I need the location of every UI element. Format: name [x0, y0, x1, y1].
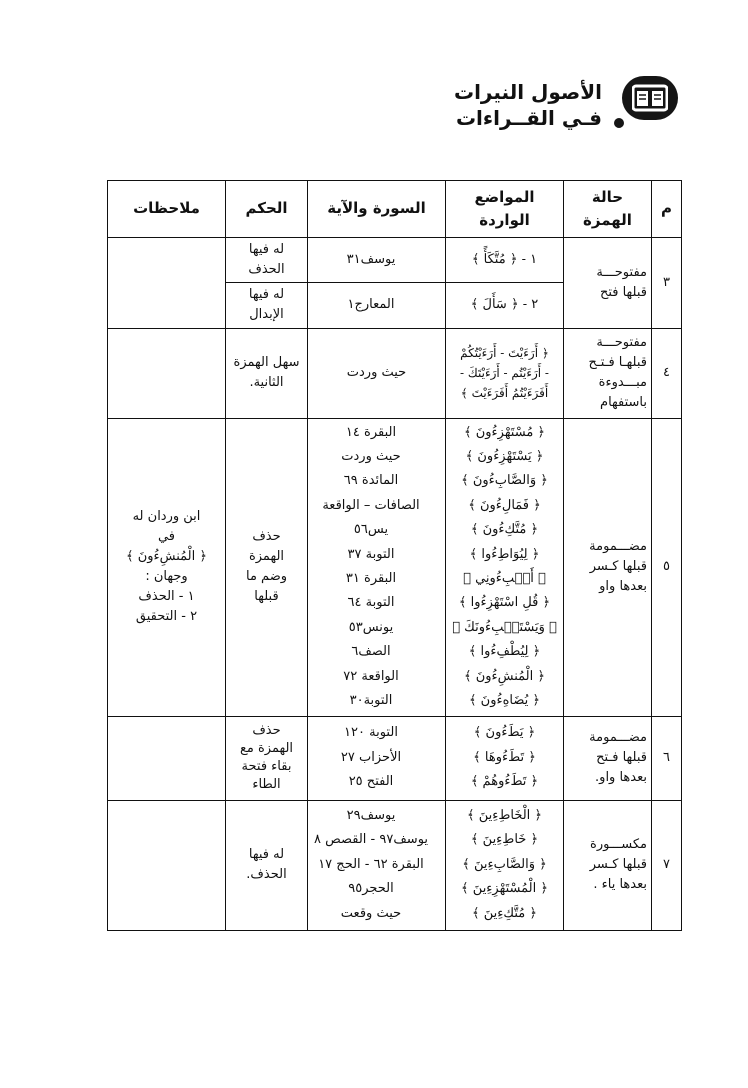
- quran-word: ﴿ أَرَءَيْتَ - أَرَءَيْتُكُمْ: [460, 346, 549, 361]
- row-number: ٣: [652, 238, 682, 329]
- ruling-line: سهل الهمزة: [233, 354, 300, 370]
- state-line: مكســـورة: [590, 836, 647, 852]
- table-row: [108, 800, 682, 930]
- quran-word: ﴿ وَالصَّابِءُونَ ﴾: [461, 473, 548, 489]
- state-line: باستفهام: [600, 395, 647, 411]
- sura-line: البقرة ١٤: [345, 424, 397, 440]
- state-line: قبلهـا فـتـح: [588, 354, 647, 370]
- quran-word: ﴿ وَالصَّابِءِينَ ﴾: [462, 856, 547, 872]
- page-header: [438, 76, 678, 136]
- ruling-cell: [226, 283, 308, 328]
- notes-cell: [108, 716, 226, 800]
- note-quran-word: ﴿ الْمُنشِءُونَ ﴾: [125, 548, 208, 564]
- readings-table: [107, 180, 682, 931]
- place-cell: ٢ - ﴿ سَأَلَ ﴾: [446, 283, 564, 328]
- quran-word: أَفَرَءَيْتُمُ أَفَرَءَيْتَ ﴾: [460, 386, 549, 401]
- quran-word: ﴿ الْخَاطِءِينَ ﴾: [466, 808, 543, 824]
- quran-word: ﴿ تَطَءُوهَا ﴾: [473, 749, 536, 765]
- state-line: مضـــمومة: [589, 538, 647, 554]
- state-line: قبلها فتح: [599, 284, 647, 300]
- row-number: ٤: [652, 328, 682, 418]
- sura-line: الصف٦: [351, 644, 391, 660]
- places-cell: [446, 716, 564, 800]
- ruling-cell: [226, 800, 308, 930]
- header-ruling: الحكم: [226, 181, 308, 238]
- sura-cell: [308, 716, 446, 800]
- quran-word: ﴿ قُلِ اسْتَهْزِءُوا ﴾: [458, 595, 551, 611]
- logo-dot: [614, 118, 624, 128]
- sura-cell: المعارج١: [308, 283, 446, 328]
- note-line: وجهان :: [145, 569, 188, 585]
- quran-word: ﴿ تَطَءُوهُمْ ﴾: [470, 774, 539, 790]
- places-cell: [446, 328, 564, 418]
- state-line: بعدها ياء .: [593, 877, 647, 893]
- ruling-cell: [226, 328, 308, 418]
- sura-line: الفتح ٢٥: [348, 774, 394, 790]
- row-number: ٦: [652, 716, 682, 800]
- sura-line: المائدة ٦٩: [343, 473, 399, 489]
- quran-word: ﴿ مُسْتَهْزِءُونَ ﴾: [463, 424, 546, 440]
- places-cell: [446, 418, 564, 716]
- sura-line: الواقعة ٧٢: [343, 668, 399, 684]
- ruling-line: حذف: [252, 528, 281, 544]
- sura-line: التوبة ٣٧: [347, 546, 395, 562]
- ruling-line: حذف: [252, 722, 281, 738]
- header-sura: السورة والآية: [308, 181, 446, 238]
- notes-cell: [108, 800, 226, 930]
- ruling-line: الهمزة مع: [239, 740, 294, 756]
- sura-line: البقرة ٣١: [345, 571, 397, 587]
- sura-cell: يوسف٣١: [308, 238, 446, 283]
- ruling-line: له فيها: [248, 242, 285, 257]
- notes-cell: [108, 418, 226, 716]
- state-line: قبلها فـتح: [596, 749, 647, 765]
- state-line: مفتوحـــة: [596, 264, 647, 280]
- sura-line: البقرة ٦٢ - الحج ١٧: [318, 856, 424, 872]
- note-line: ١ - الحذف: [138, 589, 195, 605]
- place-cell: ١ - ﴿ مُتَّكَأً ﴾: [446, 238, 564, 283]
- book-subtitle: فـي القــراءات: [455, 106, 602, 130]
- row-number: ٥: [652, 418, 682, 716]
- quran-word: ﴿ وَيَسْتَنۢبِءُونَكَ ﴾: [452, 619, 557, 635]
- state-line: مبـــدوءة: [598, 375, 647, 391]
- ruling-line: الحذف: [248, 262, 285, 278]
- table-row: [108, 716, 682, 800]
- ruling-cell: [226, 238, 308, 283]
- quran-word: ﴿ لِيُطْفِءُوا ﴾: [468, 644, 541, 660]
- table-row: [108, 418, 682, 716]
- state-line: مفتوحـــة: [596, 334, 647, 350]
- header-places: المواضع الواردة: [446, 181, 564, 238]
- ruling-line: بقاء فتحة: [241, 759, 292, 775]
- ruling-line: له فيها: [248, 846, 285, 862]
- ruling-line: الإبدال: [249, 307, 284, 323]
- sura-line: يوسف٩٧ - القصص ٨: [313, 832, 429, 848]
- sura-cell: [308, 800, 446, 930]
- ruling-line: الهمزة: [248, 548, 285, 564]
- ruling-line: وضم ما: [245, 569, 288, 585]
- sura-line: حيث وردت: [341, 449, 401, 465]
- quran-word: ﴿ الْمُنشِءُونَ ﴾: [463, 668, 546, 684]
- table-header-row: [108, 181, 682, 238]
- header-notes: ملاحظات: [108, 181, 226, 238]
- quran-word: ﴿ الْمُسْتَهْزِءِينَ ﴾: [461, 881, 548, 897]
- notes-cell: [108, 328, 226, 418]
- hamza-state: [564, 418, 652, 716]
- ruling-cell: [226, 716, 308, 800]
- quran-word: ﴿ فَمَالِءُونَ ﴾: [468, 497, 541, 513]
- state-line: بعدها واو: [599, 579, 647, 595]
- sura-line: التوبة ٦٤: [347, 595, 395, 611]
- quran-word: ﴿ أَنۢبِءُونِي ﴾: [463, 571, 546, 587]
- state-line: قبلها كـسر: [589, 558, 647, 574]
- header-num: م: [652, 181, 682, 238]
- places-cell: [446, 800, 564, 930]
- book-logo: [622, 76, 678, 120]
- quran-word: ﴿ يَطَءُونَ ﴾: [473, 725, 536, 741]
- hamza-state: [564, 800, 652, 930]
- notes-cell: [108, 238, 226, 329]
- sura-line: يونس٥٣: [348, 619, 394, 635]
- sura-line: يس٥٦: [353, 522, 389, 538]
- note-line: ابن وردان له: [132, 508, 201, 524]
- quran-word: - أَرَءَيْتُم - أَرَءَيْتَكَ -: [460, 366, 549, 381]
- quran-word: ﴿ مُتَّكِءِينَ ﴾: [472, 905, 537, 921]
- sura-cell: حيث وردت: [308, 328, 446, 418]
- ruling-line: الحذف.: [246, 867, 287, 883]
- hamza-state: [564, 328, 652, 418]
- book-title: الأصول النيرات: [453, 80, 602, 104]
- header-state: حالة الهمزة: [564, 181, 652, 238]
- state-line: مضـــمومة: [589, 729, 647, 745]
- row-number: ٧: [652, 800, 682, 930]
- sura-cell: [308, 418, 446, 716]
- sura-line: الصافات – الواقعة: [322, 497, 420, 513]
- sura-line: الحجر٩٥: [348, 881, 394, 897]
- quran-word: ﴿ يَسْتَهْزِءُونَ ﴾: [465, 449, 544, 465]
- quran-word: ﴿ لِيُوَاطِءُوا ﴾: [469, 546, 540, 562]
- table-row: [108, 328, 682, 418]
- note-line: في: [157, 528, 176, 544]
- sura-line: حيث وقعت: [340, 905, 402, 921]
- note-line: ٢ - التحقيق: [135, 609, 198, 625]
- hamza-state: [564, 716, 652, 800]
- hamza-state: [564, 238, 652, 329]
- quran-word: ﴿ يُضَاهِءُونَ ﴾: [468, 693, 541, 709]
- ruling-line: له فيها: [248, 287, 285, 303]
- open-book-icon: [632, 84, 668, 112]
- sura-line: التوبة ١٢٠: [344, 725, 398, 741]
- state-line: بعدها واو.: [595, 770, 647, 786]
- sura-line: الأحزاب ٢٧: [340, 749, 402, 765]
- quran-word: ﴿ مُتَّكِءُونَ ﴾: [470, 522, 539, 538]
- sura-line: يوسف٢٩: [346, 808, 396, 824]
- quran-word: ﴿ خَاطِءِينَ ﴾: [470, 832, 539, 848]
- sura-line: التوبة٣٠: [349, 693, 393, 709]
- ruling-line: الطاء: [252, 777, 281, 793]
- ruling-line: قبلها: [254, 589, 279, 605]
- ruling-line: الثانية.: [249, 375, 284, 391]
- ruling-cell: [226, 418, 308, 716]
- table-row: [108, 238, 682, 283]
- state-line: قبلها كـسر: [589, 856, 647, 872]
